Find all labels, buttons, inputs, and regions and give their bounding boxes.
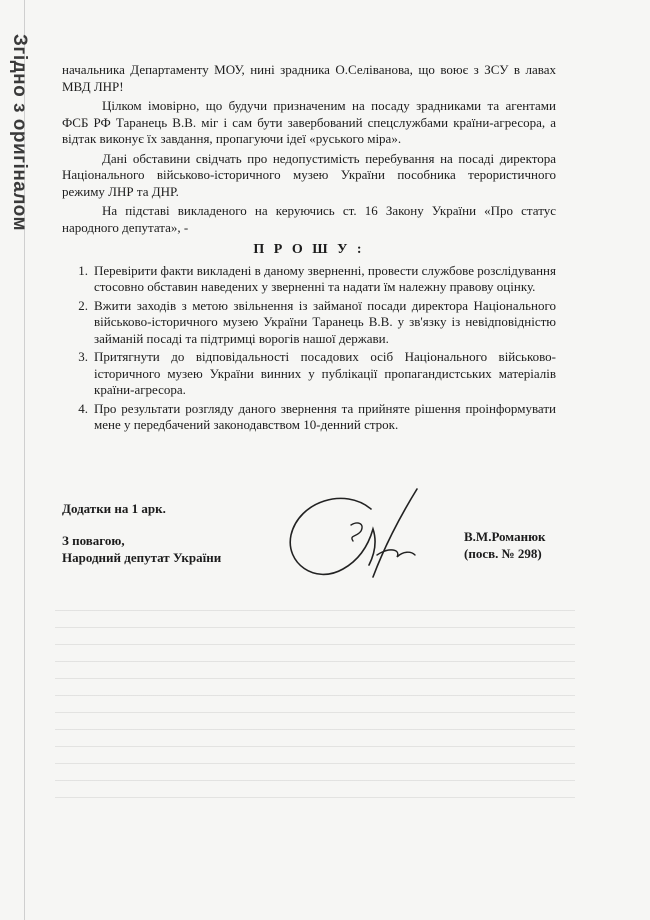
handwritten-signature — [285, 485, 435, 595]
signature-stroke — [351, 523, 362, 541]
signer-certificate: (посв. № 298) — [464, 546, 542, 561]
list-item-text: Перевірити факти викладені в даному зверненні, провести службове розслідування стосовно обставин наведених у зверненні та надати їм належну правову оцінку. — [94, 262, 556, 294]
attachment-note: Додатки на 1 арк. — [62, 501, 166, 516]
paragraph-continuation: начальника Департаменту МОУ, нині зрадника О.Селіванова, що воює з ЗСУ в лавах МВД ЛНР! — [62, 62, 556, 94]
signature-stroke — [373, 489, 417, 577]
letter-body — [62, 62, 556, 436]
bleed-through-text — [55, 600, 575, 800]
list-item — [62, 263, 556, 296]
list-item — [62, 349, 556, 399]
list-item-text: Притягнути до відповідальності посадових осіб Національного військово-історичного музею України винних у публікації пропагандистських матеріалів країни-агресора. — [94, 349, 556, 397]
signature-stroke — [290, 498, 375, 574]
paragraph-suspicion: Цілком імовірно, що будучи призначеним на посаду зрадниками та агентами ФСБ РФ Таранець В.В. міг і сам бути завербований спецслужбами країни-агресора, а відтак виконує їх завдання, пропагуючи ідеї «руського міра». — [62, 98, 556, 146]
request-heading: П Р О Ш У : — [253, 242, 365, 257]
list-item — [62, 401, 556, 434]
list-item-number: 2. — [78, 297, 88, 313]
signer-name: В.М.Романюк — [464, 529, 546, 544]
list-item — [62, 298, 556, 348]
signer-title: Народний депутат України — [62, 550, 222, 565]
list-item-number: 3. — [78, 349, 88, 364]
list-item-number: 4. — [78, 400, 88, 416]
list-item-text: Про результати розгляду даного звернення та прийняте рішення проінформувати мене у передбачений законодавством 10-денний строк. — [94, 400, 556, 432]
paragraph-circumstances: Дані обставини свідчать про недопустимість перебування на посаді директора Національного військово-історичного музею України пособника терористичного режиму ЛНР та ДНР. — [62, 150, 556, 199]
paragraph-legal-basis: На підставі викладеного на керуючись ст. 16 Закону України «Про статус народного депутата», - — [62, 203, 556, 235]
copy-certification-stamp: Згідно з оригіналом — [9, 34, 30, 232]
request-list — [62, 263, 556, 434]
regards-line: З повагою, — [62, 533, 125, 548]
list-item-number: 1. — [78, 262, 88, 278]
list-item-text: Вжити заходів з метою звільнення із займаної посади директора Національного військово-історичного музею України Таранець В.В. у зв'язку із невідповідністю займаній посаді та підтримці ворогів нашої держави. — [94, 297, 556, 346]
